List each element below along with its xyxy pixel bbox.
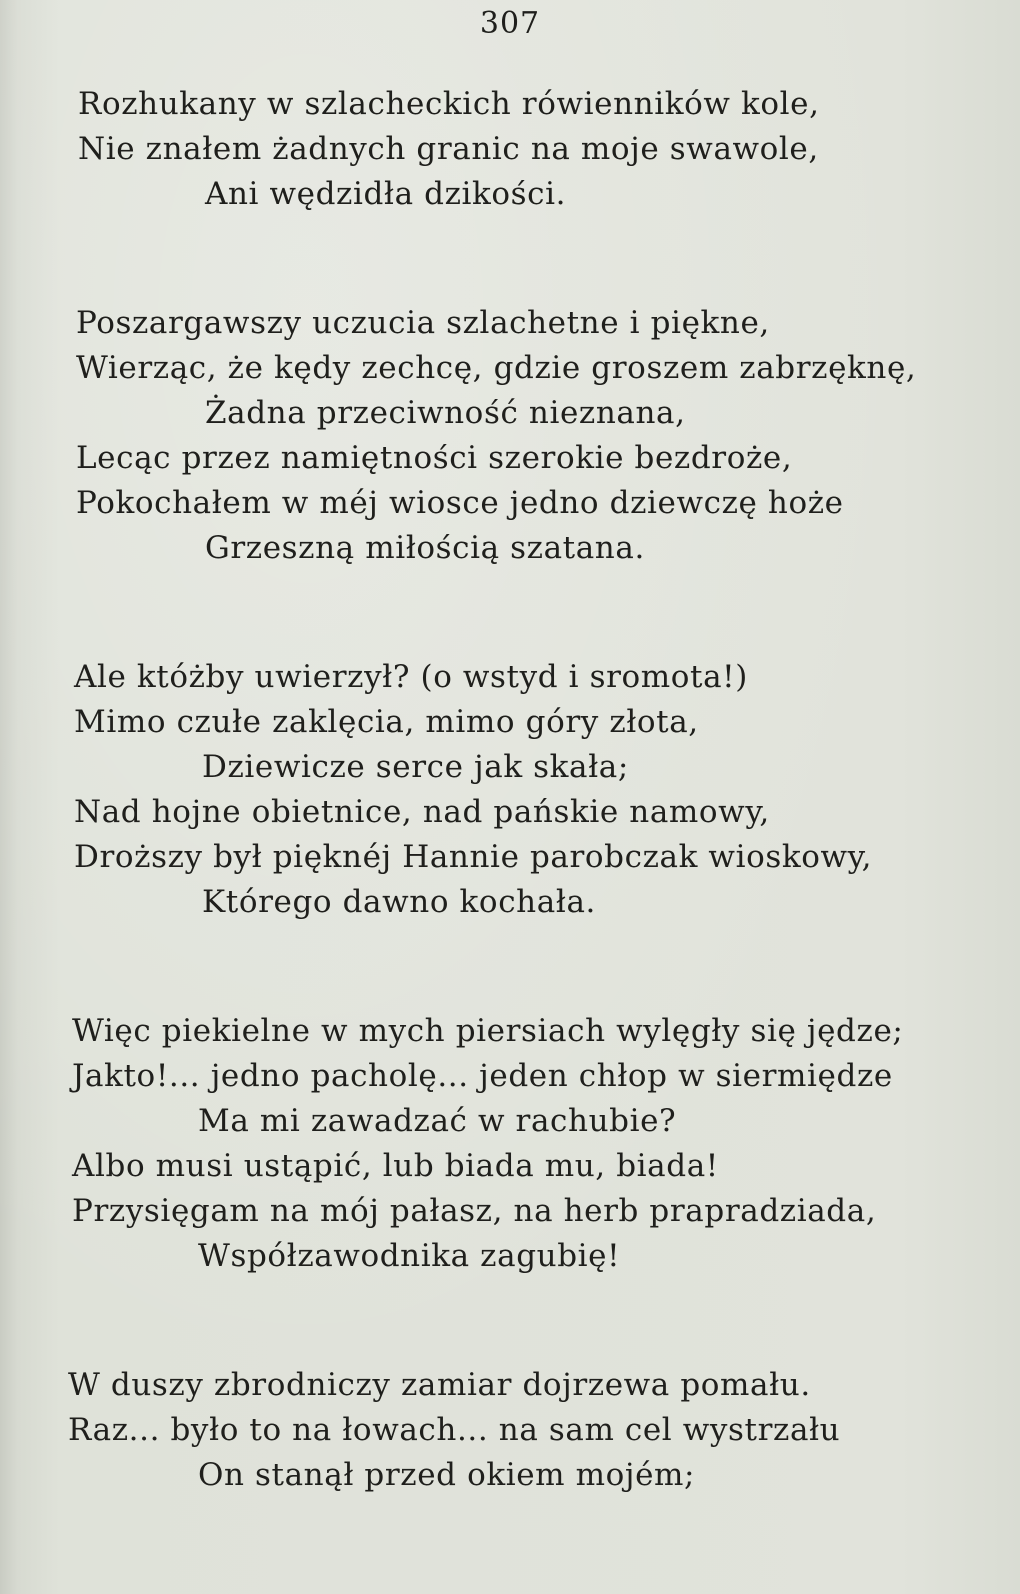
verse-line: Wierząc, że kędy zechcę, gdzie groszem zabrzęknę, [76,350,917,386]
verse-line: Dziewicze serce jak skała; [202,749,629,785]
verse-line: Ani wędzidła dzikości. [205,176,567,212]
verse-line: Mimo czułe zaklęcia, mimo góry złota, [74,704,699,740]
verse-line: Raz... było to na łowach... na sam cel wystrzału [68,1412,841,1448]
verse-line: W duszy zbrodniczy zamiar dojrzewa pomału. [68,1367,811,1403]
verse-line: Ale któżby uwierzył? (o wstyd i sromota!) [74,659,748,695]
page-number: 307 [479,6,541,41]
verse-line: Rozhukany w szlacheckich rówienników kole, [78,86,820,122]
stanza [0,82,1020,217]
verse-line: Nad hojne obietnice, nad pańskie namowy, [74,794,770,830]
verse-line: On stanął przed okiem mojém; [198,1457,696,1493]
stanza [0,1363,1020,1498]
verse-line: Lecąc przez namiętności szerokie bezdroże, [76,440,793,476]
stanza [0,1009,1020,1279]
verse-line: Grzeszną miłością szatana. [205,530,645,566]
poem-text [0,82,1020,1582]
verse-line: Droższy był pięknéj Hannie parobczak wioskowy, [74,839,873,875]
verse-line: Poszargawszy uczucia szlachetne i piękne, [76,305,770,341]
verse-line: Żadna przeciwność nieznana, [205,395,686,431]
verse-line: Nie znałem żadnych granic na moje swawole, [78,131,819,167]
verse-line: Ma mi zawadzać w rachubie? [198,1103,677,1139]
stanza [0,655,1020,925]
verse-line: Jakto!... jedno pacholę... jeden chłop w siermiędze [72,1058,893,1094]
verse-line: Którego dawno kochała. [202,884,596,920]
stanza [0,301,1020,571]
verse-line: Pokochałem w méj wiosce jedno dziewczę hoże [76,485,844,521]
verse-line: Więc piekielne w mych piersiach wylęgły się jędze; [72,1013,904,1049]
verse-line: Współzawodnika zagubię! [198,1238,621,1274]
verse-line: Przysięgam na mój pałasz, na herb prapradziada, [72,1193,877,1229]
verse-line: Albo musi ustąpić, lub biada mu, biada! [72,1148,719,1184]
